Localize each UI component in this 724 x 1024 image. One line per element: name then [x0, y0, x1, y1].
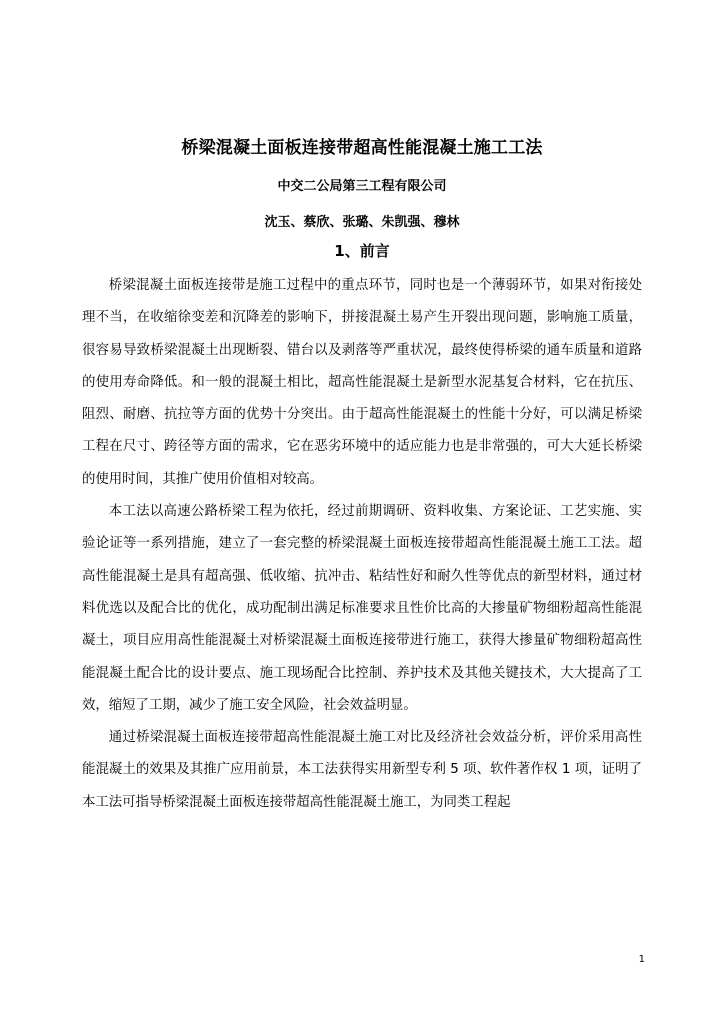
section-heading: 1、前言	[334, 242, 390, 260]
body-text	[82, 270, 642, 819]
paragraph-intro: 桥梁混凝土面板连接带是施工过程中的重点环节，同时也是一个薄弱环节，如果对衔接处理不当，在收缩徐变差和沉降差的影响下，拼接混凝土易产生开裂出现问题，影响施工质量，很容易导致桥梁混凝土出现断裂、错台以及剥落等严重状况，最终使得桥梁的通车质量和道路的使用寿命降低。和一般的混凝土相比，超高性能混凝土是新型水泥基复合材料，它在抗压、阻烈、耐磨、抗拉等方面的优势十分突出。由于超高性能混凝土的性能十分好，可以满足桥梁工程在尺寸、跨径等方面的需求，它在恶劣环境中的适应能力也是非常强的，可大大延长桥梁的使用时间，其推广使用价值相对较高。	[82, 278, 642, 487]
document-title: 桥梁混凝土面板连接带超高性能混凝土施工工法	[181, 138, 543, 158]
author-list: 沈玉、蔡欣、张璐、朱凯强、穆林	[264, 215, 460, 230]
paragraph-benefits: 通过桥梁混凝土面板连接带超高性能混凝土施工对比及经济社会效益分析，评价采用高性能混凝土的效果及其推广应用前景，本工法获得实用新型专利 5 项、软件著作权 1 项，证明了本工法可指导桥梁混凝土面板连接带超高性能混凝土施工，为同类工程起	[82, 730, 642, 810]
page-number: 1	[638, 954, 645, 965]
company-name: 中交二公局第三工程有限公司	[277, 179, 447, 194]
paragraph-method: 本工法以高速公路桥梁工程为依托，经过前期调研、资料收集、方案论证、工艺实施、实验论证等一系列措施，建立了一套完整的桥梁混凝土面板连接带超高性能混凝土施工工法。超高性能混凝土是具有超高强、低收缩、抗冲击、粘结性好和耐久性等优点的新型材料，通过材料优选以及配合比的优化，成功配制出满足标准要求且性价比高的大掺量矿物细粉超高性能混凝土，项目应用高性能混凝土对桥梁混凝土面板连接带进行施工，获得大掺量矿物细粉超高性能混凝土配合比的设计要点、施工现场配合比控制、养护技术及其他关键技术，大大提高了工效，缩短了工期，减少了施工安全风险，社会效益明显。	[82, 504, 642, 713]
